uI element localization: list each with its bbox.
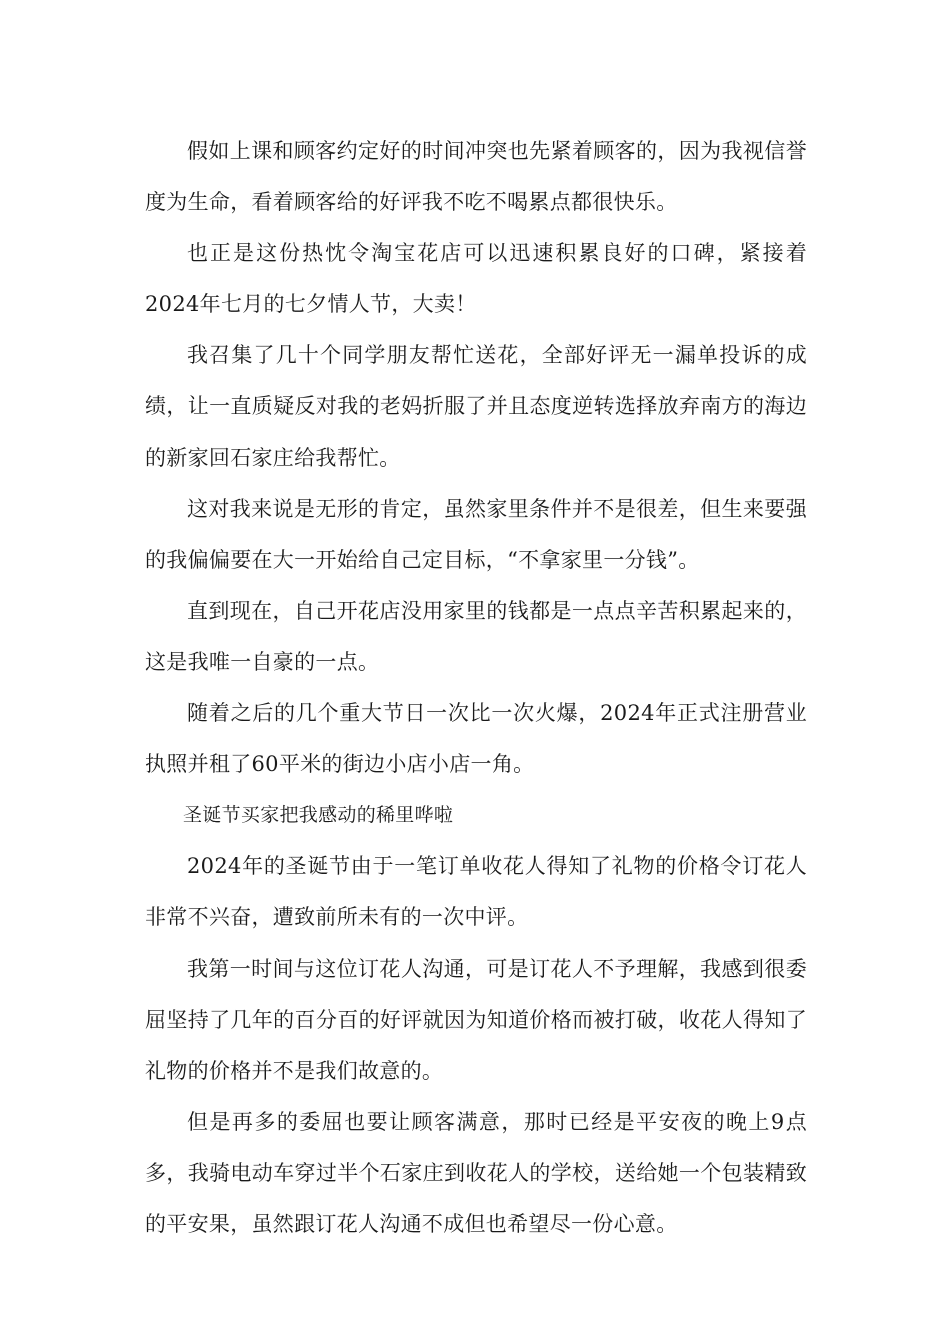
paragraph: 我召集了几十个同学朋友帮忙送花，全部好评无一漏单投诉的成绩，让一直质疑反对我的老妈折服了并且态度逆转选择放弃南方的海边的新家回石家庄给我帮忙。 [145,343,807,470]
paragraph: 也正是这份热忱令淘宝花店可以迅速积累良好的口碑，紧接着2024年七月的七夕情人节，大卖！ [145,241,807,317]
section-heading: 圣诞节买家把我感动的稀里哗啦 [183,804,454,827]
paragraph: 假如上课和顾客约定好的时间冲突也先紧着顾客的，因为我视信誉度为生命，看着顾客给的好评我不吃不喝累点都很快乐。 [145,139,807,215]
paragraph: 但是再多的委屈也要让顾客满意，那时已经是平安夜的晚上9点多，我骑电动车穿过半个石家庄到收花人的学校，送给她一个包装精致的平安果，虽然跟订花人沟通不成但也希望尽一份心意。 [145,1109,807,1236]
paragraph: 这对我来说是无形的肯定，虽然家里条件并不是很差，但生来要强的我偏偏要在大一开始给自己定目标，“不拿家里一分钱”。 [145,496,807,572]
paragraph: 2024年的圣诞节由于一笔订单收花人得知了礼物的价格令订花人非常不兴奋，遭致前所未有的一次中评。 [145,854,807,930]
paragraph: 我第一时间与这位订花人沟通，可是订花人不予理解，我感到很委屈坚持了几年的百分百的好评就因为知道价格而被打破，收花人得知了礼物的价格并不是我们故意的。 [145,956,807,1083]
paragraph: 随着之后的几个重大节日一次比一次火爆，2024年正式注册营业执照并租了60平米的街边小店小店一角。 [145,701,807,777]
paragraph: 直到现在，自己开花店没用家里的钱都是一点点辛苦积累起来的，这是我唯一自豪的一点。 [145,598,807,674]
document-body [145,126,807,1250]
